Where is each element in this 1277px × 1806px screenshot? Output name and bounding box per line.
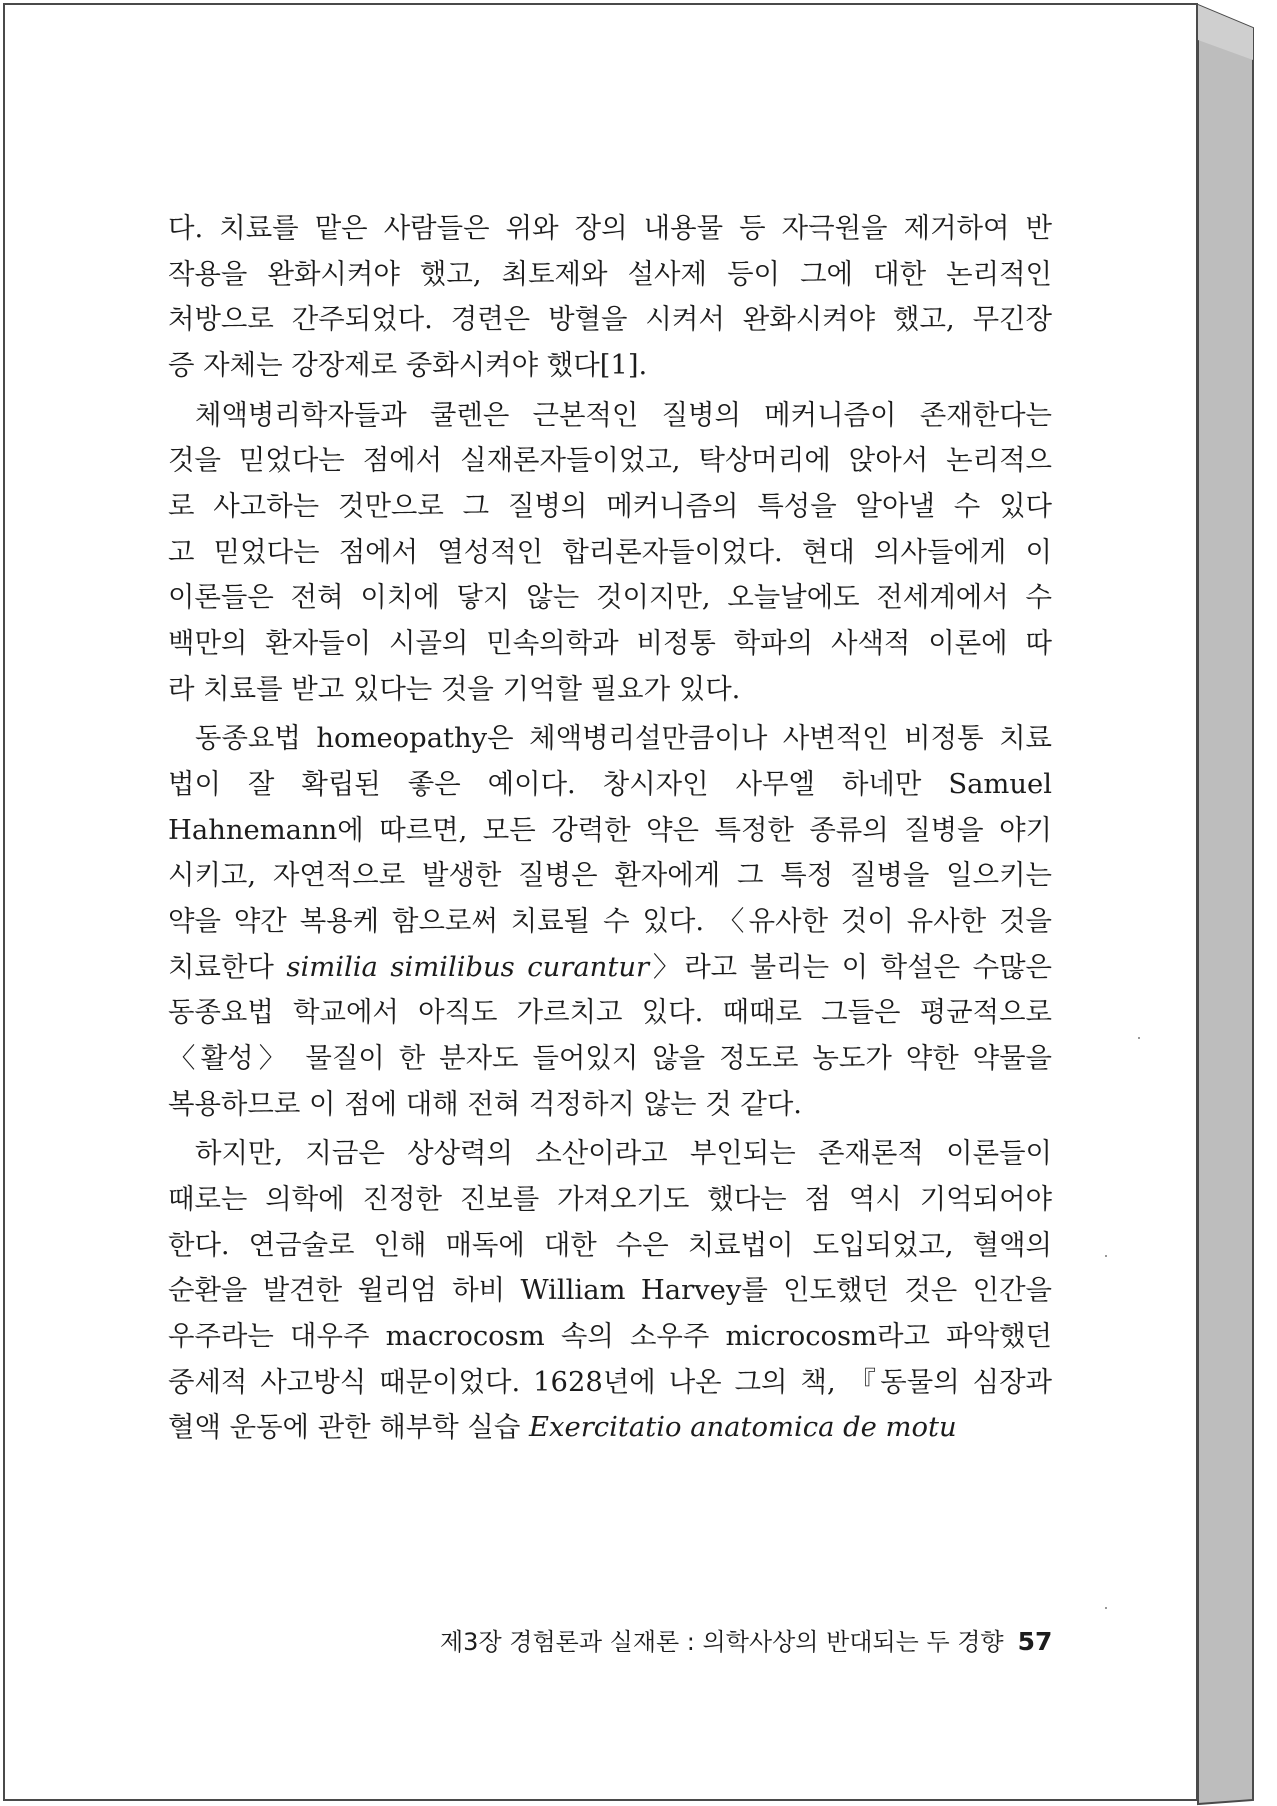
paragraph-1 <box>168 206 1052 389</box>
body-text <box>168 206 1052 1451</box>
paragraph-4 <box>168 1131 1052 1451</box>
text-line: 로 사고하는 것만으로 그 질병의 메커니즘의 특성을 알아낼 수 있다 <box>168 490 1052 522</box>
text-line: 처방으로 간주되었다. 경련은 방혈을 시켜서 완화시켜야 했고, 무긴장 <box>168 304 1052 336</box>
text-line: 치료한다 similia similibus curantur〉라고 불리는 이 학설은 수많은 <box>168 951 1053 983</box>
text-line: 동종요법 homeopathy은 체액병리설만큼이나 사변적인 비정통 치료 <box>195 723 1052 755</box>
page-number: 57 <box>1017 1627 1053 1656</box>
text-line: 동종요법 학교에서 아직도 가르치고 있다. 때때로 그들은 평균적으로 <box>168 997 1052 1029</box>
text-line: Hahnemann에 따르면, 모든 강력한 약은 특정한 종류의 질병을 야기 <box>168 814 1052 846</box>
text-line: 고 믿었다는 점에서 열성적인 합리론자들이었다. 현대 의사들에게 이 <box>168 536 1052 568</box>
paragraph-2 <box>168 393 1052 713</box>
text-line: 것을 믿었다는 점에서 실재론자들이었고, 탁상머리에 앉아서 논리적으 <box>168 445 1052 477</box>
text-line: 라 치료를 받고 있다는 것을 기억할 필요가 있다. <box>168 673 741 705</box>
text-line: 법이 잘 확립된 좋은 예이다. 창시자인 사무엘 하네만 Samuel <box>168 768 1052 800</box>
text-line: 우주라는 대우주 macrocosm 속의 소우주 microcosm라고 파악했던 <box>168 1320 1052 1352</box>
print-speck <box>1138 1037 1140 1039</box>
running-head: 제3장 경험론과 실재론 : 의학사상의 반대되는 두 경향 <box>440 1628 1004 1656</box>
text-line: 〈활성〉 물질이 한 분자도 들어있지 않을 정도로 농도가 약한 약물을 <box>168 1043 1052 1075</box>
print-speck <box>1105 1255 1107 1257</box>
text-line: 약을 약간 복용케 함으로써 치료될 수 있다. 〈유사한 것이 유사한 것을 <box>168 905 1052 937</box>
page-footer <box>440 1622 1052 1657</box>
text-line: 순환을 발견한 윌리엄 하비 William Harvey를 인도했던 것은 인간을 <box>168 1275 1052 1307</box>
text-line: 혈액 운동에 관한 해부학 실습 Exercitatio anatomica de motu <box>168 1412 957 1444</box>
text-line: 중세적 사고방식 때문이었다. 1628년에 나온 그의 책, 『동물의 심장과 <box>168 1366 1052 1398</box>
paragraph-3 <box>168 716 1052 1127</box>
text-line: 다. 치료를 맡은 사람들은 위와 장의 내용물 등 자극원을 제거하여 반 <box>168 213 1052 244</box>
text-line: 한다. 연금술로 인해 매독에 대한 수은 치료법이 도입되었고, 혈액의 <box>168 1229 1052 1261</box>
text-line: 체액병리학자들과 쿨렌은 근본적인 질병의 메커니즘이 존재한다는 <box>195 399 1052 431</box>
text-line: 하지만, 지금은 상상력의 소산이라고 부인되는 존재론적 이론들이 <box>195 1138 1052 1170</box>
text-line: 증 자체는 강장제로 중화시켜야 했다[1]. <box>168 350 648 382</box>
text-line: 복용하므로 이 점에 대해 전혀 걱정하지 않는 것 같다. <box>168 1088 803 1120</box>
text-line: 백만의 환자들이 시골의 민속의학과 비정통 학파의 사색적 이론에 따 <box>168 628 1052 660</box>
text-line: 이론들은 전혀 이치에 닿지 않는 것이지만, 오늘날에도 전세계에서 수 <box>168 582 1052 614</box>
text-line: 시키고, 자연적으로 발생한 질병은 환자에게 그 특정 질병을 일으키는 <box>168 860 1052 892</box>
text-line: 때로는 의학에 진정한 진보를 가져오기도 했다는 점 역시 기억되어야 <box>168 1183 1052 1215</box>
text-line: 작용을 완화시켜야 했고, 최토제와 설사제 등이 그에 대한 논리적인 <box>168 258 1052 290</box>
print-speck <box>1105 1607 1107 1609</box>
